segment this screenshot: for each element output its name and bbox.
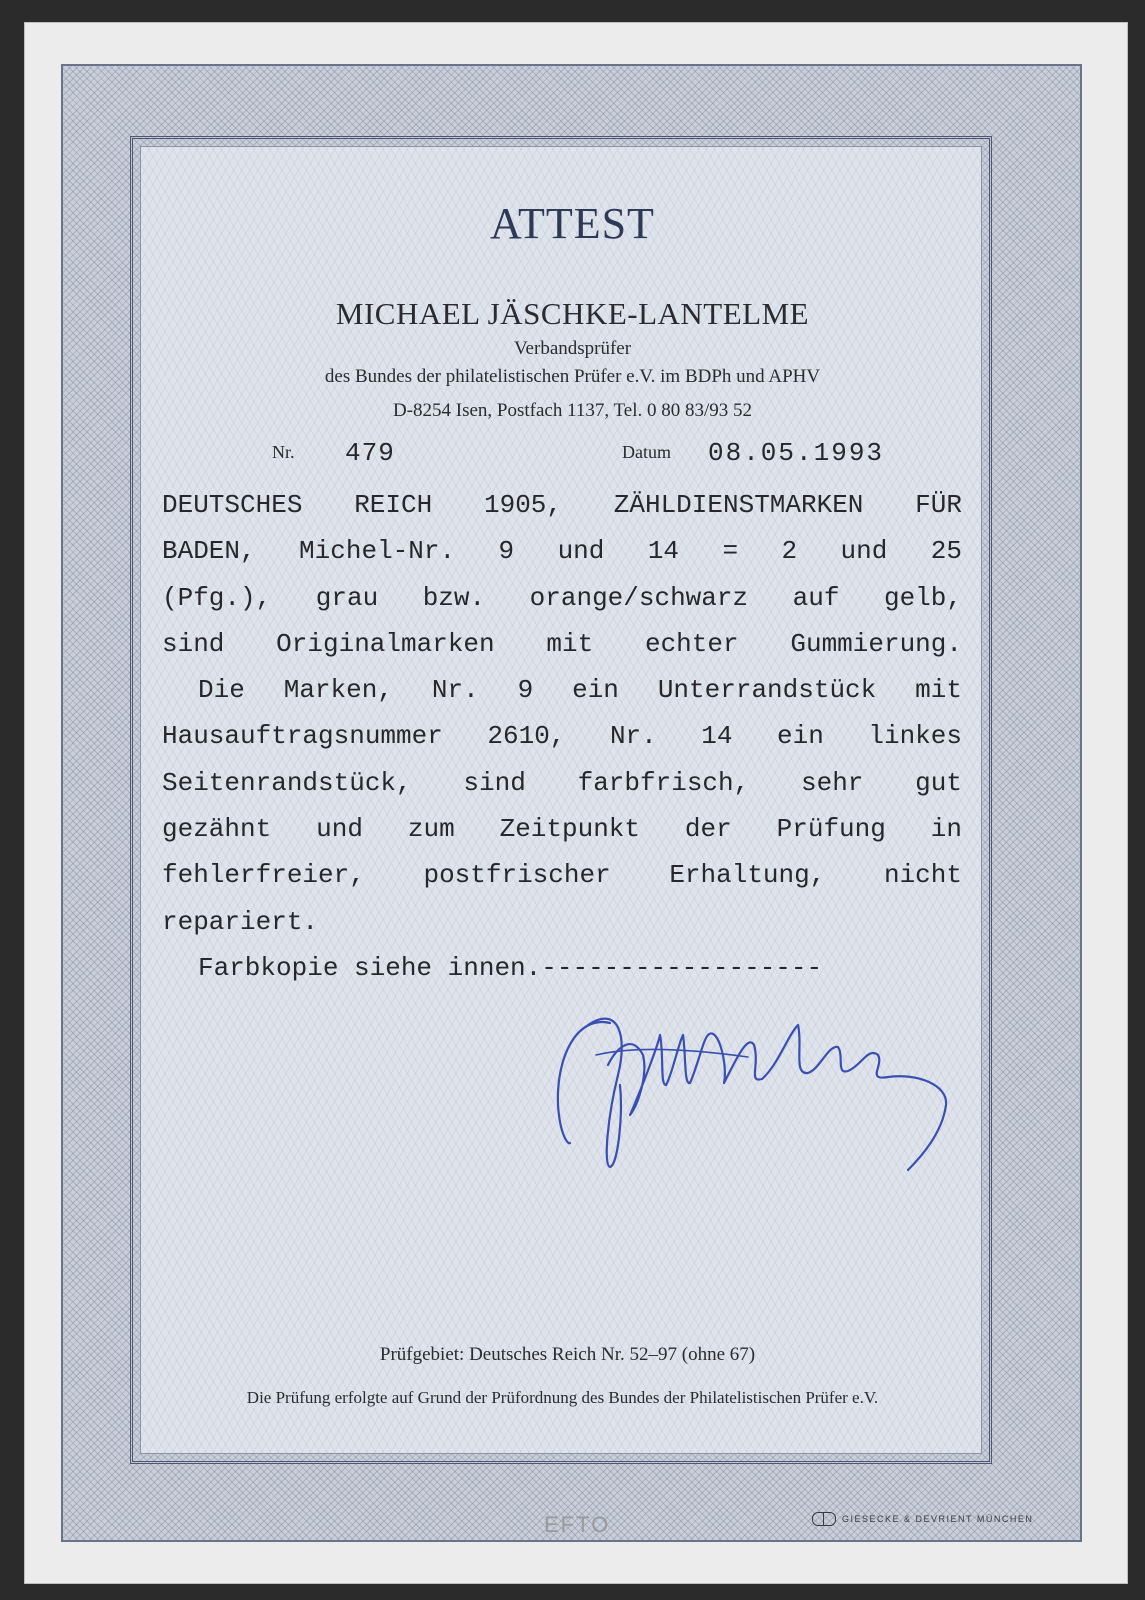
body-line: (Pfg.), grau bzw. orange/schwarz auf gelb, [162,582,962,613]
examiner-name: MICHAEL JÄSCHKE-LANTELME [335,296,810,331]
body-line: BADEN, Michel-Nr. 9 und 14 = 2 und 25 [162,536,962,567]
body-line: repariert. [162,906,319,937]
pencil-note [540,1508,626,1540]
pencil-note-text: EFTO [544,1512,611,1537]
body-line: sind Originalmarken mit echter Gummierung. [162,628,962,659]
date-label: Datum [622,442,671,462]
printer-logo-icon [812,1512,836,1526]
body-line: Seitenrandstück, sind farbfrisch, sehr gut [162,767,962,798]
body-line: Die Marken, Nr. 9 ein Unterrandstück mit [198,675,962,706]
examination-field: Prüfgebiet: Deutsches Reich Nr. 52–97 (ohne 67) [379,1344,756,1365]
body-line: Hausauftragsnummer 2610, Nr. 14 ein linkes [162,721,962,752]
examination-basis: Die Prüfung erfolgte auf Grund der Prüfordnung des Bundes der Philatelistischen Prüfer e.V. [246,1388,879,1407]
printer-imprint [812,1510,1033,1528]
printer-name: GIESECKE & DEVRIENT MÜNCHEN [842,1514,1034,1524]
examiner-role: Verbandsprüfer [513,338,632,359]
body-line: DEUTSCHES REICH 1905, ZÄHLDIENSTMARKEN FÜR [162,490,962,520]
association-line: des Bundes der philatelistischen Prüfer e.V. im BDPh und APHV [324,366,821,387]
certificate-date: 08.05.1993 [708,438,885,468]
address-line: D-8254 Isen, Postfach 1137, Tel. 0 80 83/93 52 [392,400,753,421]
body-line: Farbkopie siehe innen.------------------ [198,952,823,983]
certificate-number: 479 [345,438,395,468]
number-label: Nr. [272,442,295,462]
certificate-title: ATTEST [490,199,655,248]
handwritten-signature [548,995,958,1175]
certificate-body [162,482,962,991]
body-line: gezähnt und zum Zeitpunkt der Prüfung in [162,814,962,845]
body-line: fehlerfreier, postfrischer Erhaltung, nicht [162,860,962,891]
